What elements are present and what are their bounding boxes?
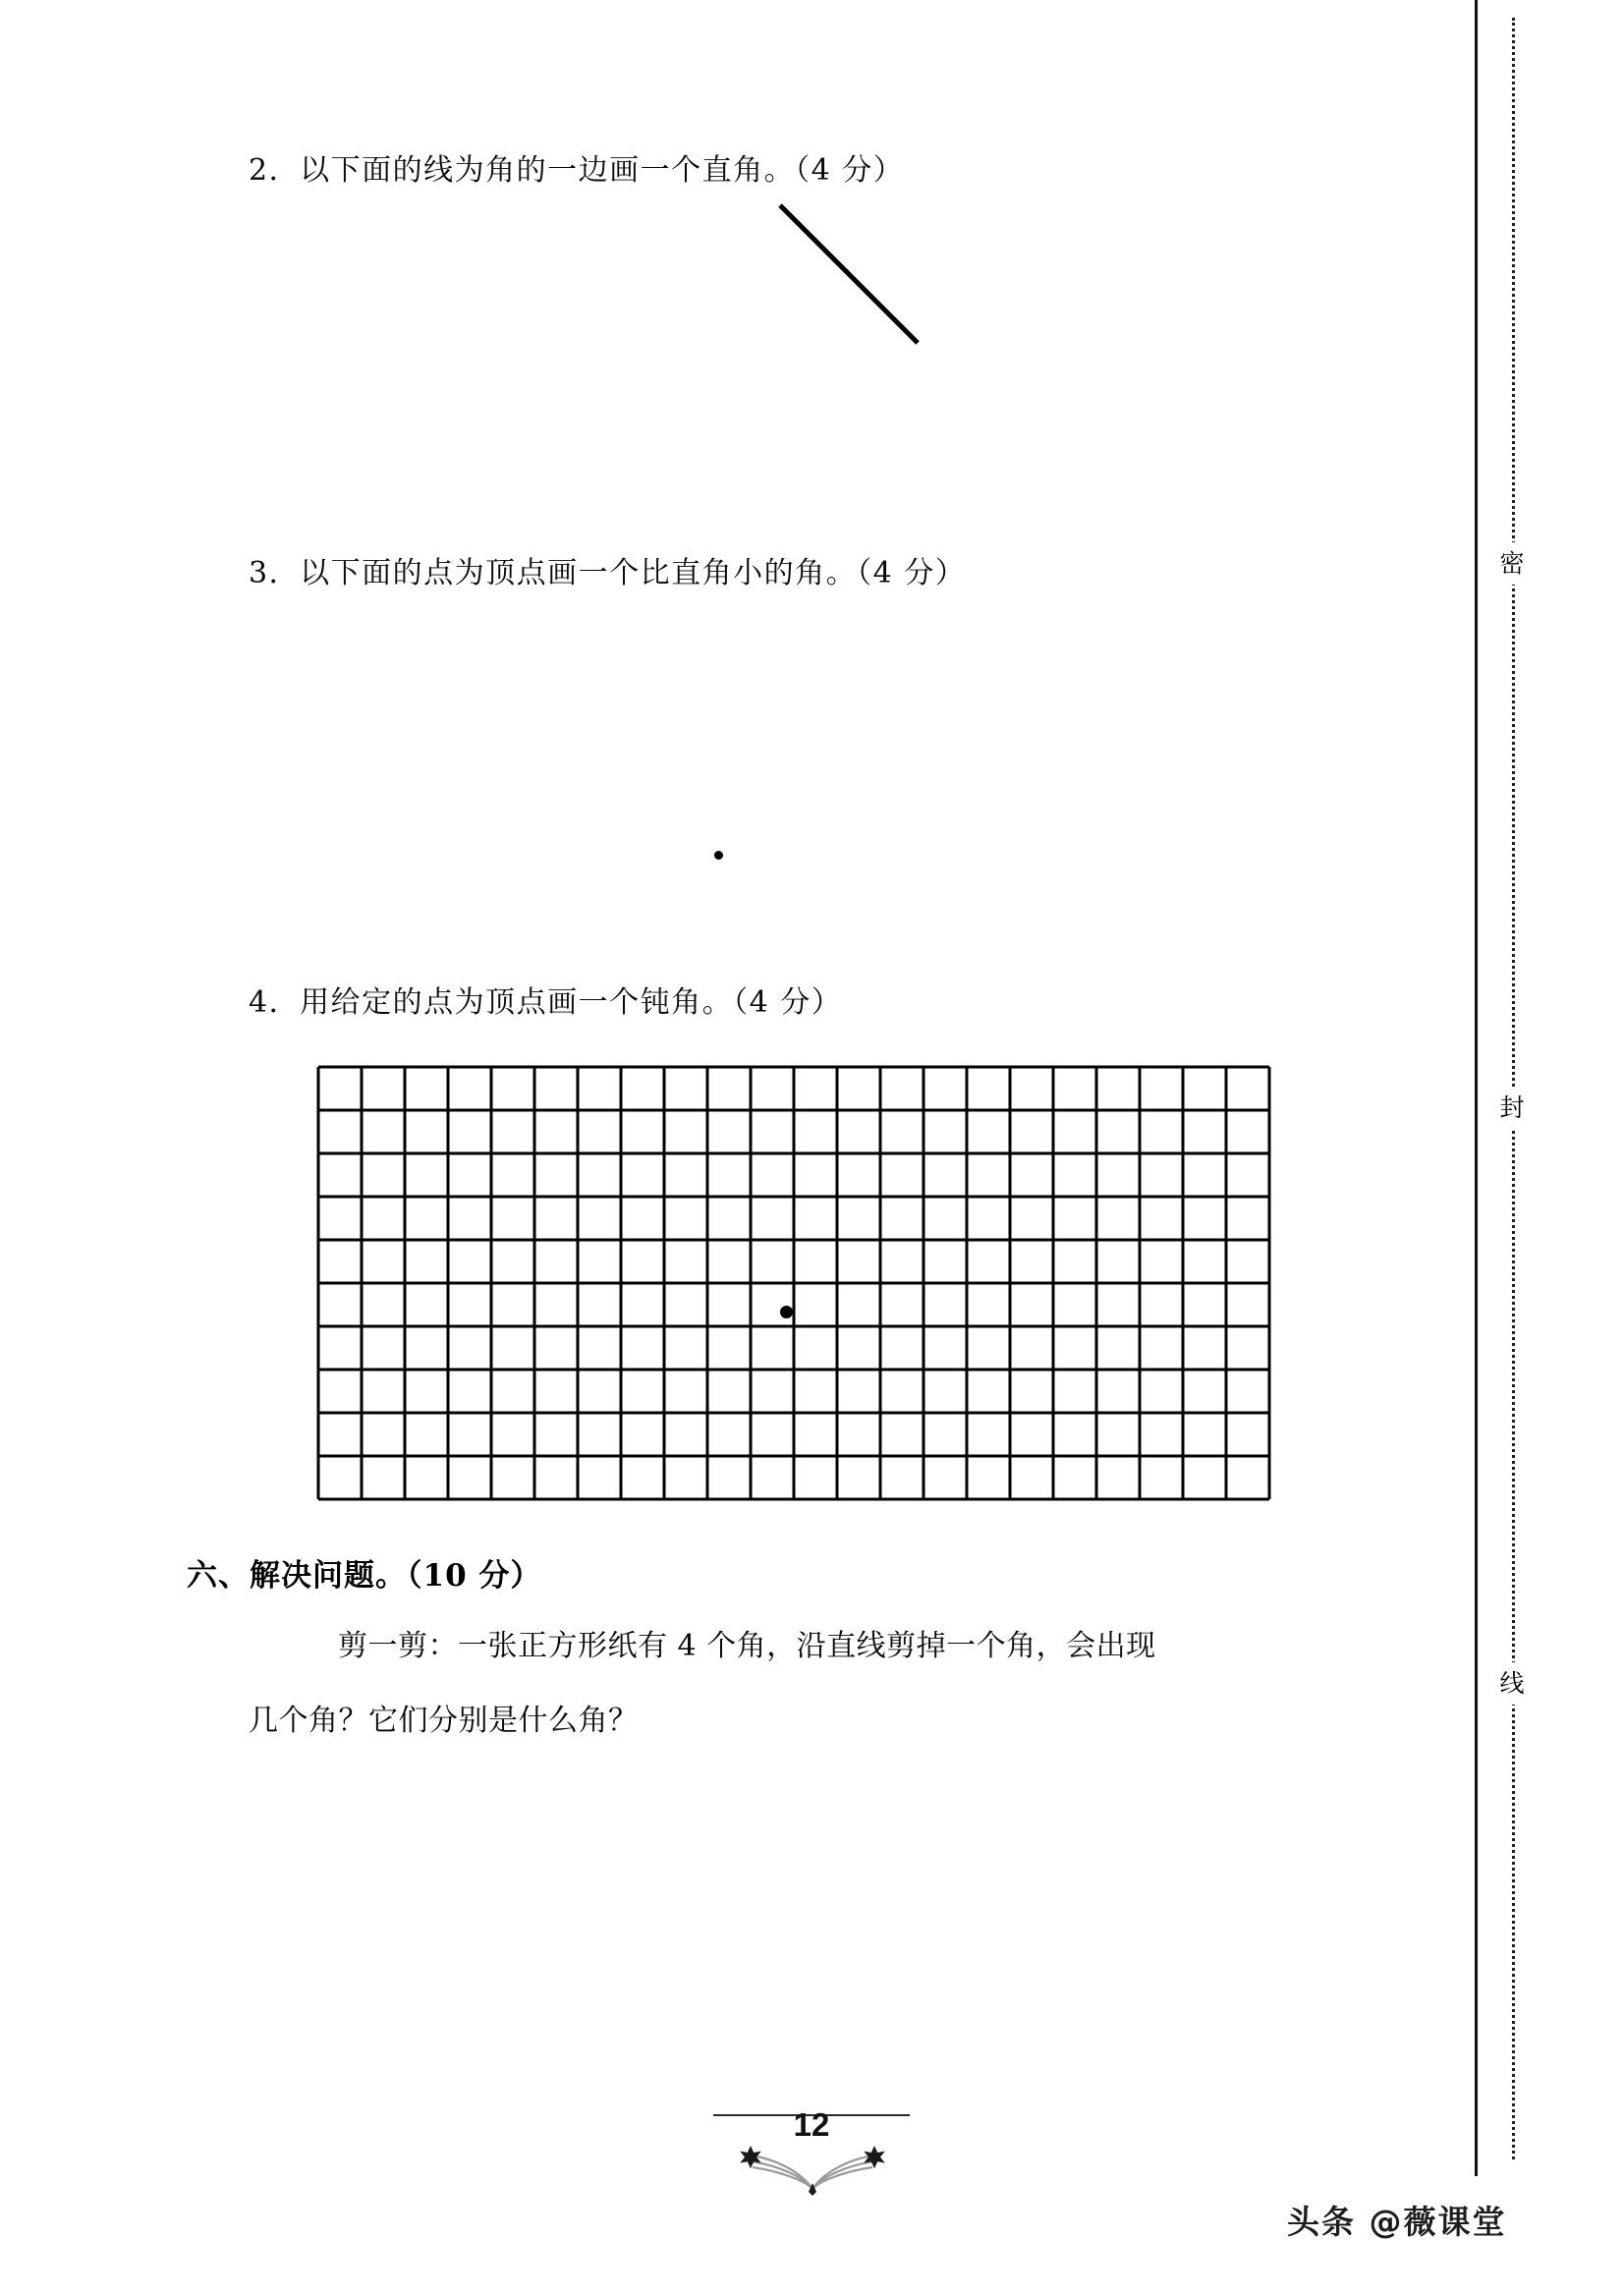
section-six-heading: 六、解决问题。（10 分）: [187, 1558, 542, 1594]
problem-line-2: 几个角？它们分别是什么角？: [249, 1704, 639, 1738]
problem-line-1: 剪一剪：一张正方形纸有 4 个角，沿直线剪掉一个角，会出现: [338, 1629, 1156, 1663]
seal-char-xian: 线: [1485, 1662, 1539, 1705]
question-2-text: 2．以下面的线为角的一边画一个直角。（4 分）: [249, 153, 905, 188]
seal-margin-solid-rule: [1475, 0, 1478, 2176]
question-4-figure-grid: [316, 1065, 1271, 1506]
seal-char-feng: 封: [1485, 1087, 1539, 1129]
question-2-figure-slanted-line: [776, 201, 933, 364]
question-3-text: 3．以下面的点为顶点画一个比直角小的角。（4 分）: [249, 556, 967, 590]
page-number: 12: [793, 2106, 830, 2143]
footer-star-ornament-icon: [729, 2138, 896, 2202]
question-3-figure-vertex-dot: [714, 851, 723, 860]
question-4-text: 4．用给定的点为顶点画一个钝角。（4 分）: [249, 985, 843, 1020]
question-4-grid-vertex-dot: [780, 1306, 793, 1318]
watermark-text: 头条 @薇课堂: [1287, 2203, 1507, 2241]
seal-char-mi: 密: [1485, 542, 1539, 585]
